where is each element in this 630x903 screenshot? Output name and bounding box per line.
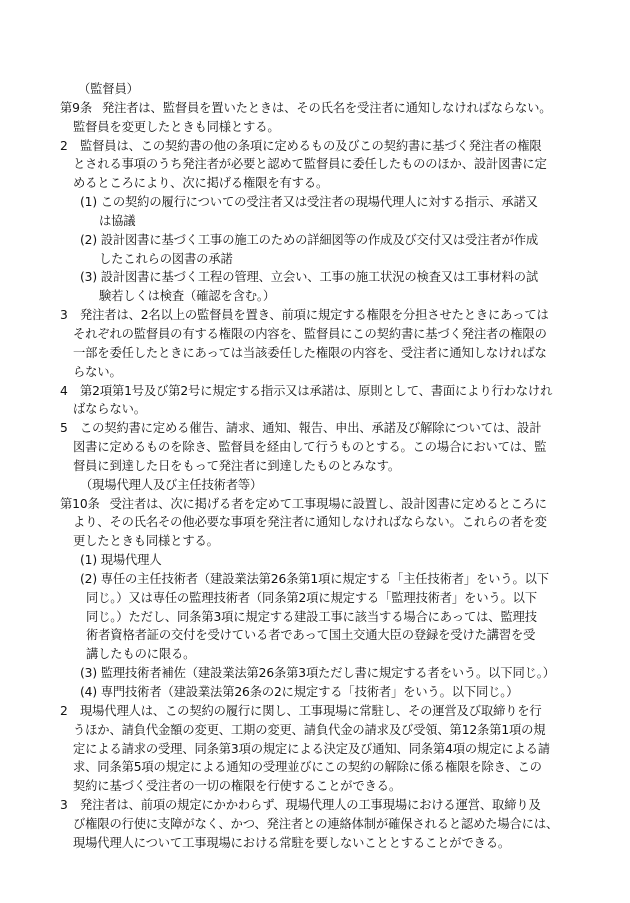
article-9-paragraph-3-line: それぞれの監督員の有する権限の内容を、監督員にこの契約書に基づく発注者の権限の <box>73 326 547 341</box>
list-item-continuation: 同じ。）又は専任の監理技術者（同条第2項に規定する「監理技術者」をいう。以下 <box>86 590 537 605</box>
paragraph-text: 発注者は、2名以上の監督員を置き、前項に規定する権限を分担させたときにあっては <box>80 308 549 323</box>
paragraph-text: 監督員は、この契約書の他の条項に定めるもの及びこの契約書に基づく発注者の権限 <box>80 138 542 153</box>
article-10-paragraph-1-line <box>60 495 580 514</box>
article-9-paragraph-4-line <box>60 382 580 401</box>
paragraph-text: この契約書に定める催告、請求、通知、報告、申出、承諾及び解除については、設計 <box>80 421 542 436</box>
list-item <box>60 231 580 250</box>
article-10-caption: （現場代理人及び主任技術者等） <box>80 477 263 492</box>
paragraph-text: 第2項第1号及び第2号に規定する指示又は承諾は、原則として、書面により行わなけれ <box>80 383 553 398</box>
article-9-text: 発注者は、監督員を置いたときは、その氏名を受注者に通知しなければならない。 <box>101 100 552 115</box>
list-item <box>60 551 580 570</box>
list-item-label: (3) <box>80 270 97 285</box>
list-item-text: この契約の履行についての受注者又は受注者の現場代理人に対する指示、承諾又 <box>100 195 538 210</box>
list-item-text: 設計図書に基づく工事の施工のための詳細図等の作成及び交付又は受注者が作成 <box>100 232 539 247</box>
article-9-paragraph-2-line <box>60 137 580 156</box>
list-item-text: 現場代理人 <box>100 553 162 568</box>
article-10-paragraph-1-line: より、その氏名その他必要な事項を発注者に通知しなければならない。これらの者を変 <box>73 515 547 530</box>
list-item-label: (3) <box>80 666 97 681</box>
paragraph-number: 2 <box>60 703 68 718</box>
list-item-continuation: 験若しくは検査（確認を含む。） <box>99 289 276 304</box>
list-item-continuation: 術者資格者証の交付を受けている者であって国土交通大臣の登録を受けた講習を受 <box>86 628 536 643</box>
article-10-paragraph-3-line: 現場代理人について工事現場における常駐を要しないこととすることができる。 <box>73 835 511 850</box>
article-9-paragraph-3-line <box>60 306 580 325</box>
paragraph-number: 2 <box>60 138 68 153</box>
article-10-paragraph-2-line: 求、同条第5項の規定による通知の受理並びにこの契約の解除に係る権限を除き、この <box>73 760 542 775</box>
article-10-number: 第10条 <box>60 496 100 511</box>
article-9-paragraph-3-line: 一部を委任したときにあっては当該委任した権限の内容を、受注者に通知しなければな <box>73 345 547 360</box>
article-10-paragraph-1-line: 更したときも同様とする。 <box>73 534 219 549</box>
list-item-text: 設計図書に基づく工程の管理、立会い、工事の施工状況の検査又は工事材料の試 <box>100 270 539 285</box>
article-9-number: 第9条 <box>60 100 92 115</box>
list-item-text: 専門技術者（建設業法第26条の2に規定する「技術者」をいう。以下同じ。） <box>100 685 519 699</box>
paragraph-number: 5 <box>60 421 68 436</box>
list-item-text: 監理技術者補佐（建設業法第26条第3項ただし書に規定する者をいう。以下同じ。） <box>100 666 555 681</box>
article-9-paragraph-2-line: めるところにより、次に掲げる権限を有する。 <box>73 176 329 191</box>
list-item-continuation: は協議 <box>99 213 136 228</box>
article-10-paragraph-3-line <box>60 796 580 815</box>
article-10-paragraph-3-line: び権限の行使に支障がなく、かつ、発注者との連絡体制が確保されると認めた場合には、 <box>73 816 559 831</box>
article-9-paragraph-1-line: 監督員を変更したときも同様とする。 <box>73 119 280 134</box>
article-10-paragraph-2-line: うほか、請負代金額の変更、工期の変更、請負代金の請求及び受領、第12条第1項の規 <box>73 722 546 737</box>
article-10-paragraph-2-line <box>60 702 580 721</box>
article-9-paragraph-5-line <box>60 419 580 438</box>
list-item-label: (2) <box>80 232 97 247</box>
list-item-continuation: 講したものに限る。 <box>86 647 196 662</box>
list-item <box>60 268 580 287</box>
article-9-paragraph-5-line: 督員に到達した日をもって発注者に到達したものとみなす。 <box>73 458 400 473</box>
list-item <box>60 664 580 683</box>
list-item-label: (1) <box>80 553 97 568</box>
article-9-paragraph-1-line <box>60 99 580 118</box>
list-item-label: (2) <box>80 571 97 586</box>
list-item-label: (4) <box>80 685 97 699</box>
article-9-paragraph-2-line: とされる事項のうち発注者が必要と認めて監督員に委任したもののほか、設計図書に定 <box>73 157 547 172</box>
paragraph-text: 現場代理人は、この契約の履行に関し、工事現場に常駐し、その運営及び取締りを行 <box>80 703 542 718</box>
article-9-paragraph-5-line: 図書に定めるものを除き、監督員を経由して行うものとする。この場合においては、監 <box>73 440 547 455</box>
paragraph-number: 3 <box>60 798 68 813</box>
article-9-caption: （監督員） <box>78 82 139 96</box>
article-9-paragraph-4-line: ばならない。 <box>73 402 146 417</box>
article-10-paragraph-2-line: 定による請求の受理、同条第3項の規定による決定及び通知、同条第4項の規定による請 <box>73 741 550 756</box>
list-item-continuation: 同じ。）ただし、同条第3項に規定する建設工事に該当する場合にあっては、監理技 <box>86 609 537 624</box>
article-10-paragraph-2-line: 契約に基づく受注者の一切の権限を行使することができる。 <box>73 779 401 794</box>
list-item-continuation: したこれらの図書の承諾 <box>99 251 233 266</box>
list-item-text: 専任の主任技術者（建設業法第26条第1項に規定する「主任技術者」をいう。以下 <box>100 571 549 586</box>
paragraph-number: 4 <box>60 383 68 398</box>
paragraph-number: 3 <box>60 308 68 323</box>
article-9-paragraph-3-line: らない。 <box>73 364 122 379</box>
list-item <box>60 193 580 212</box>
article-10-text: 受注者は、次に掲げる者を定めて工事現場に設置し、設計図書に定めるところに <box>109 496 547 511</box>
list-item <box>60 570 580 589</box>
list-item-label: (1) <box>80 195 97 210</box>
list-item <box>60 683 580 702</box>
contract-document <box>60 80 580 853</box>
paragraph-text: 発注者は、前項の規定にかかわらず、現場代理人の工事現場における運営、取締り及 <box>80 798 541 813</box>
